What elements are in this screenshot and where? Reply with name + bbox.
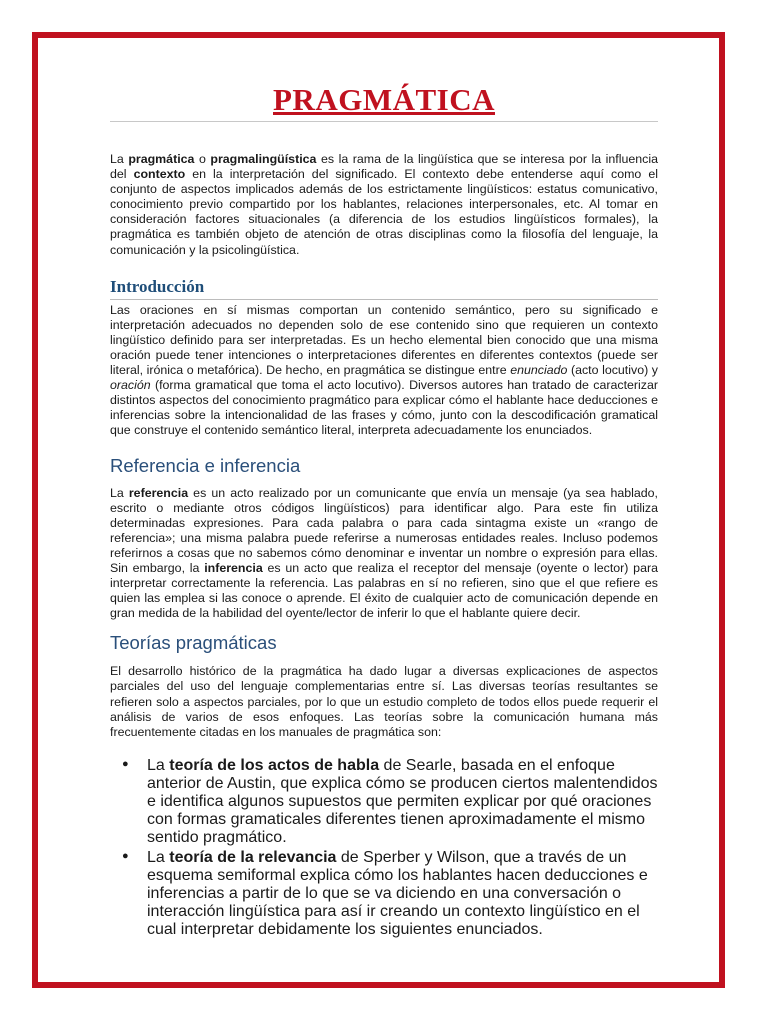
list-item-text: La teoría de los actos de habla de Searle, basada en el enfoque anterior de Austin, que explica cómo se producen ciertos malentendidos e identifica algunos supuestos que permiten explicar por qué oraciones con formas gramaticales diferentes tienen aproximadamente el mismo sentido pragmático. (147, 756, 658, 846)
section-heading-introduccion: Introducción (110, 277, 658, 300)
section-heading-teorias: Teorías pragmáticas (110, 632, 277, 654)
bullet-icon: ● (122, 757, 129, 770)
list-item (110, 849, 658, 939)
teorias-list (110, 757, 658, 939)
referencia-paragraph: La referencia es un acto realizado por un comunicante que envía un mensaje (ya sea hablado, escrito o mediante otros códigos lingüísticos) para identificar algo. Para este fin utiliza determinadas expresiones. Para cada palabra o para cada sintagma existe un «rango de referencia»; una misma palabra puede referirse a numerosas entidades reales. Incluso podemos referirnos a cosas que no sabemos cómo denominar e inventar un nombre o expresión para ellas. Sin embargo, la inferencia es un acto que realiza el receptor del mensaje (oyente o lector) para interpretar correctamente la referencia. Las palabras en sí no refieren, sino que el que refiere es quien las emplea si las conoce o aprende. El éxito de cualquier acto de comunicación depende en gran medida de la habilidad del oyente/lector de inferir lo que el hablante quiere decir. (110, 485, 658, 621)
intro-paragraph: La pragmática o pragmalingüística es la rama de la lingüística que se interesa por la influencia del contexto en la interpretación del significado. El contexto debe entenderse aquí como el conjunto de aspectos implicados además de los estrictamente lingüísticos: estatus comunicativo, conocimiento previo compartido por los hablantes, relaciones interpersonales, etc. Al tomar en consideración factores situacionales (a diferencia de los estudios lingüísticos formales), la pragmática es también objeto de atención de otras disciplinas como la filosofía del lenguaje, la comunicación y la psicolingüística. (110, 152, 658, 257)
page-title: PRAGMÁTICA (273, 82, 495, 117)
list-item (110, 757, 658, 847)
title-block (110, 82, 658, 122)
document-body (110, 82, 658, 939)
teorias-paragraph: El desarrollo histórico de la pragmática ha dado lugar a diversas explicaciones de aspectos parciales del uso del lenguaje complementarias entre sí. Las diversas teorías resultantes se refieren solo a aspectos parciales, por lo que un estudio completo de todos ellos puede requerir el análisis de varios de esos enfoques. Las teorías sobre la comunicación humana más frecuentemente citadas en los manuales de pragmática son: (110, 664, 658, 739)
bullet-icon: ● (122, 849, 129, 862)
list-item-text: La teoría de la relevancia de Sperber y Wilson, que a través de un esquema semiformal explica cómo los hablantes hacen deducciones e inferencias a partir de lo que se va diciendo en una conversación o interacción lingüística para así ir creando un contexto lingüístico en el cual interpretar debidamente los siguientes enunciados. (147, 848, 648, 938)
introduccion-paragraph: Las oraciones en sí mismas comportan un contenido semántico, pero su significado e interpretación adecuados no dependen solo de ese contenido sino que requieren un contexto lingüístico definido para ser interpretadas. Es un hecho elemental bien conocido que una misma oración puede tener intenciones o interpretaciones diferentes en diferentes contextos (puede ser literal, irónica o metafórica). De hecho, en pragmática se distingue entre enunciado (acto locutivo) y oración (forma gramatical que toma el acto locutivo). Diversos autores han tratado de caracterizar distintos aspectos del conocimiento pragmático para explicar cómo el hablante hace deducciones e inferencias sobre la intencionalidad de las frases y cómo, junto con la descodificación gramatical que construye el contenido semántico literal, interpreta adecuadamente los enunciados. (110, 302, 658, 438)
section-heading-referencia: Referencia e inferencia (110, 454, 301, 476)
